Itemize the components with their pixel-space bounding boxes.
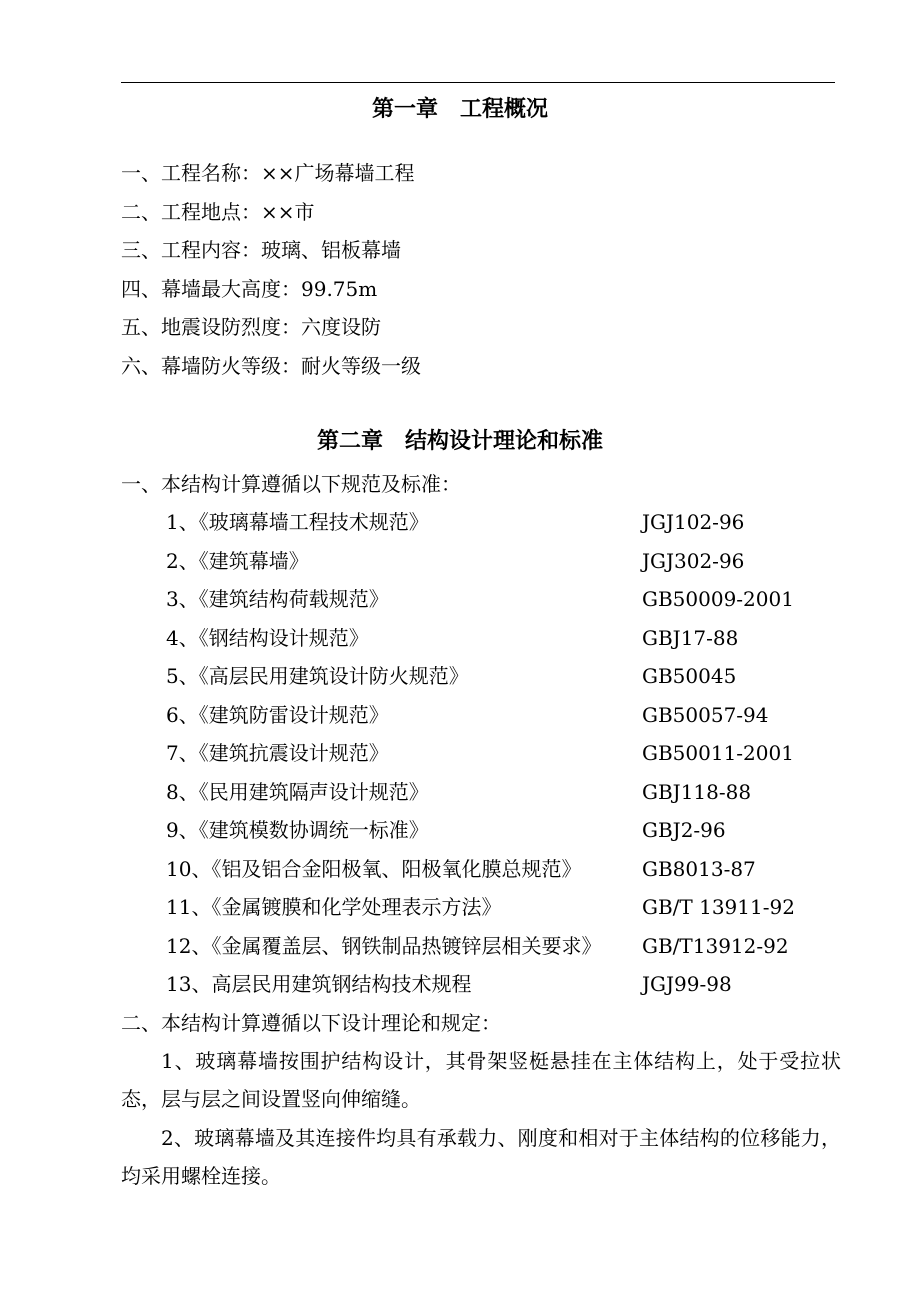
project-info-item: 五、地震设防烈度：六度设防 xyxy=(121,315,381,339)
reference-code: GBJ17-88 xyxy=(642,626,739,650)
reference-code: GB50057-94 xyxy=(642,703,769,727)
design-paragraph: 1、玻璃幕墙按围护结构设计，其骨架竖梃悬挂在主体结构上，处于受拉状态，层与层之间设置竖向伸缩缝。 xyxy=(121,1049,841,1111)
reference-name: 8、《民用建筑隔声设计规范》 xyxy=(166,780,429,804)
project-info-item: 四、幕墙最大高度：99.75m xyxy=(121,277,378,301)
reference-code: JGJ102-96 xyxy=(642,510,745,534)
reference-name: 11、《金属镀膜和化学处理表示方法》 xyxy=(166,895,502,919)
reference-code: GBJ2-96 xyxy=(642,818,726,842)
header-rule xyxy=(121,82,835,83)
reference-code: GB50045 xyxy=(642,664,737,688)
reference-name: 2、《建筑幕墙》 xyxy=(166,549,309,573)
reference-name: 13、高层民用建筑钢结构技术规程 xyxy=(166,972,472,996)
reference-code: JGJ302-96 xyxy=(642,549,745,573)
section-2-heading: 二、本结构计算遵循以下设计理论和规定： xyxy=(121,1011,501,1035)
reference-name: 10、《铝及铝合金阳极氧、阳极氧化膜总规范》 xyxy=(166,857,582,881)
project-info-item: 二、工程地点：××市 xyxy=(121,200,315,224)
reference-name: 4、《钢结构设计规范》 xyxy=(166,626,369,650)
reference-code: GB/T13912-92 xyxy=(642,934,789,958)
chapter-2-title: 第二章 结构设计理论和标准 xyxy=(316,429,603,454)
section-1-heading: 一、本结构计算遵循以下规范及标准： xyxy=(121,472,461,496)
project-info-item: 六、幕墙防火等级：耐火等级一级 xyxy=(121,354,421,378)
reference-name: 6、《建筑防雷设计规范》 xyxy=(166,703,389,727)
project-info-item: 三、工程内容：玻璃、铝板幕墙 xyxy=(121,238,401,262)
reference-name: 5、《高层民用建筑设计防火规范》 xyxy=(166,664,469,688)
reference-name: 7、《建筑抗震设计规范》 xyxy=(166,741,389,765)
project-info-item: 一、工程名称：××广场幕墙工程 xyxy=(121,161,415,185)
reference-name: 1、《玻璃幕墙工程技术规范》 xyxy=(166,510,429,534)
reference-code: GBJ118-88 xyxy=(642,780,752,804)
reference-code: GB50009-2001 xyxy=(642,587,794,611)
reference-code: JGJ99-98 xyxy=(642,972,732,996)
design-paragraph: 2、玻璃幕墙及其连接件均具有承载力、刚度和相对于主体结构的位移能力，均采用螺栓连接。 xyxy=(121,1126,841,1188)
reference-name: 9、《建筑模数协调统一标准》 xyxy=(166,818,429,842)
reference-code: GB8013-87 xyxy=(642,857,756,881)
reference-name: 3、《建筑结构荷载规范》 xyxy=(166,587,389,611)
reference-code: GB/T 13911-92 xyxy=(642,895,795,919)
chapter-1-title: 第一章 工程概况 xyxy=(371,97,548,122)
reference-code: GB50011-2001 xyxy=(642,741,794,765)
reference-name: 12、《金属覆盖层、钢铁制品热镀锌层相关要求》 xyxy=(166,934,602,958)
